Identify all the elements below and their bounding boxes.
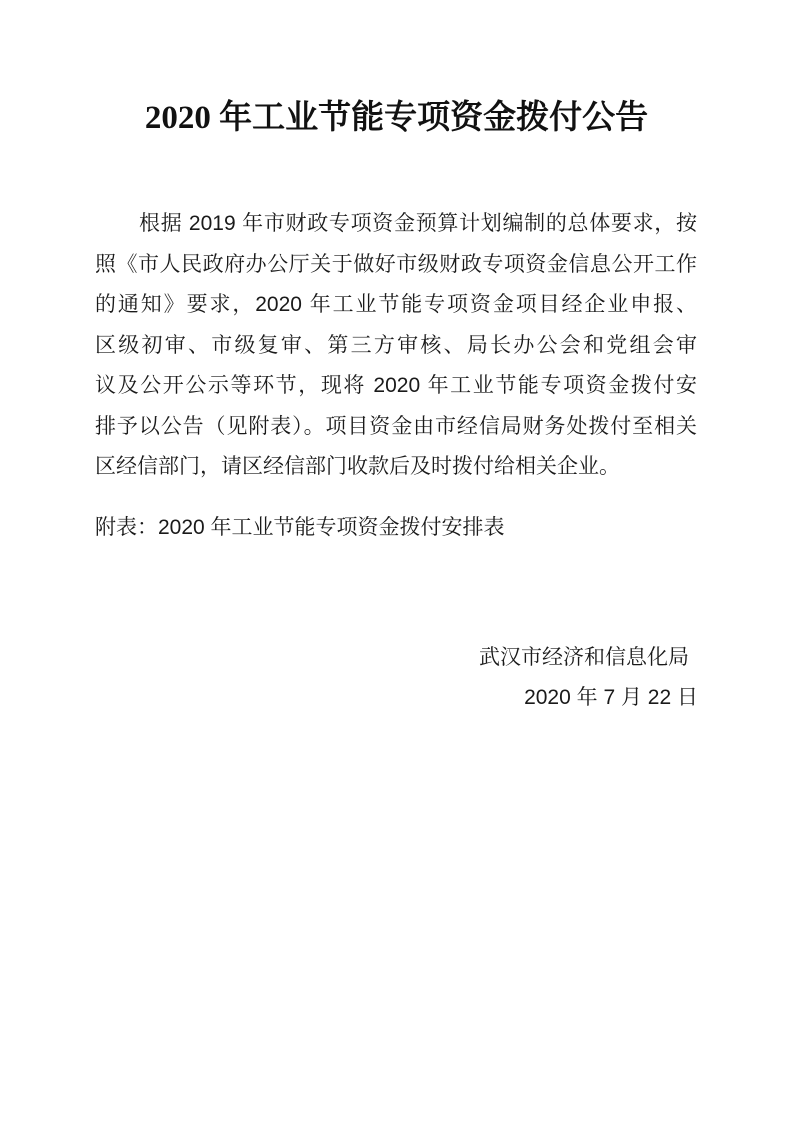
signature-date: 2020 年 7 月 22 日: [524, 686, 698, 709]
paragraph-line: 根据 2019 年市财政专项资金预算计划编制的总体要求，按: [139, 212, 697, 235]
document-title: 2020 年工业节能专项资金拨付公告: [144, 100, 649, 136]
signature-organization: 武汉市经济和信息化局: [479, 646, 689, 669]
paragraph-line: 排予以公告（见附表）。项目资金由市经信局财务处拨付至相关: [95, 414, 697, 438]
body-paragraph: [95, 204, 697, 488]
paragraph-line: 区级初审、市级复审、第三方审核、局长办公会和党组会审: [95, 333, 697, 357]
paragraph-line: 议及公开公示等环节，现将 2020 年工业节能专项资金拨付安: [95, 374, 697, 397]
paragraph-line: 的通知》要求，2020 年工业节能专项资金项目经企业申报、: [95, 293, 697, 316]
paragraph-line: 区经信部门，请区经信部门收款后及时拨付给相关企业。: [95, 455, 620, 478]
paragraph-line: 照《市人民政府办公厅关于做好市级财政专项资金信息公开工作: [95, 252, 697, 276]
signature-block: [479, 638, 698, 718]
attachment-note: 附表：2020 年工业节能专项资金拨付安排表: [95, 516, 505, 539]
